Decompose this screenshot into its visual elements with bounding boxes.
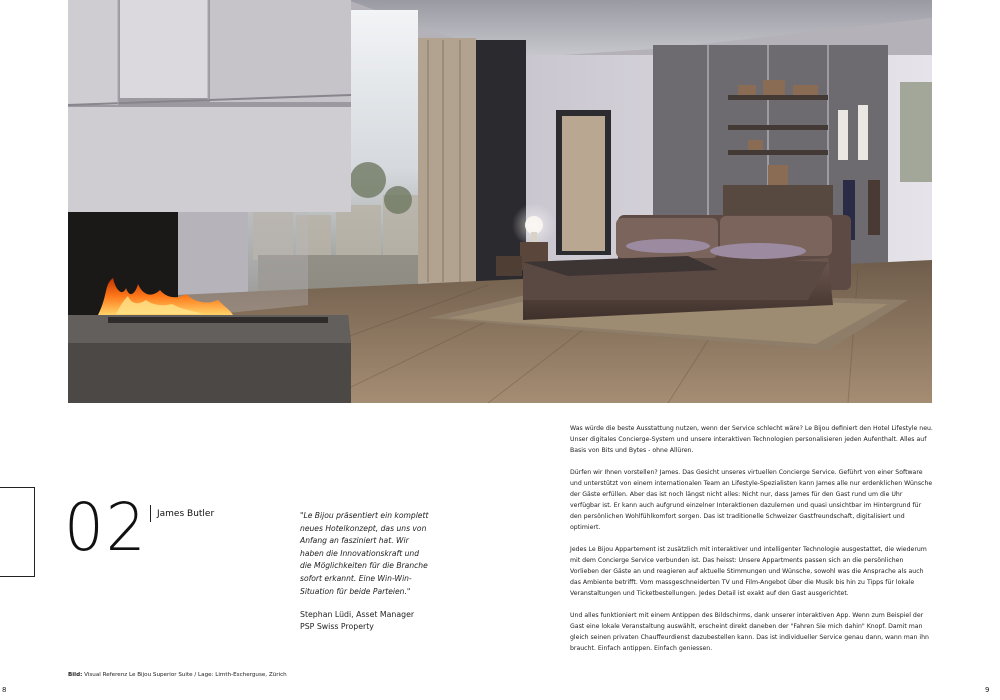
quote-company: PSP Swiss Property bbox=[300, 621, 374, 631]
caption-text: Visual Referenz Le Bijou Superior Suite / Lage: Limth-Escherguse, Zürich bbox=[82, 672, 287, 678]
body-paragraph: Was würde die beste Ausstattung nutzen, wenn der Service schlecht wäre? Le Bijou definiert den Hotel Lifestyle neu. Unser digitales Concierge-System und unsere interaktiven Technologien personalisieren jeden Aufenthalt. Alles auf Basis von Bits und Bytes - ohne Allüren. bbox=[570, 425, 933, 454]
margin-tab bbox=[0, 487, 35, 577]
chapter-number: 02 bbox=[64, 489, 148, 566]
pull-quote: "Le Bijou präsentiert ein komplett neues Hotelkonzept, das uns von Anfang an fasziniert hat. Wir haben die Innovationskraft und die Möglichkeiten für die Branche sofort erkannt. Eine Win-Win-Situation für beide Parteien." bbox=[300, 511, 429, 596]
page-number-left: 8 bbox=[2, 686, 7, 694]
caption-label: Bild: bbox=[68, 672, 83, 678]
body-paragraph: Dürfen wir Ihnen vorstellen? James. Das Gesicht unseres virtuellen Concierge Service. Geführt von einer Software und unterstützt von einem internationalen Team an Lifestyle-Spezialisten kann James alle nur erdenklichen Wünsche der Gäste erfüllen. Aber das ist noch längst nicht alles: Nicht nur, dass James für den Gast rund um die Uhr verfügbar ist. Er kann auch aufgrund einzelner Interaktionen dazulernen und quasi unsichtbar im Hintergrund für den persönlichen Wohlfühlkomfort sorgen. Das ist traditionelle Schweizer Gastfreundschaft, digitalisiert und optimiert. bbox=[570, 469, 933, 531]
image-caption bbox=[68, 672, 287, 678]
chapter-divider bbox=[150, 505, 151, 522]
quote-attribution bbox=[300, 609, 440, 632]
bedroom-illustration bbox=[68, 0, 932, 403]
bedroom-photo bbox=[68, 0, 932, 403]
quote-author: Stephan Lüdi, Asset Manager bbox=[300, 610, 415, 619]
chapter-name: James Butler bbox=[157, 509, 215, 519]
body-text bbox=[570, 423, 934, 665]
body-paragraph: Jedes Le Bijou Appartement ist zusätzlich mit interaktiver und intelligenter Technologie ausgestattet, die wiederum mit dem Concierge Service verbunden ist. Das heisst: Unsere Appartments passen sich an die persönlichen Vorlieben der Gäste an und reagieren auf aktuelle Stimmungen und Wünsche, sowohl was die Ansprache als auch das Ambiente betrifft. Vom massgeschneiderten TV und Film-Angebot über die Musik bis hin zu Tipps für lokale Veranstaltungen und Ticketbestellungen. Jedes Detail ist exakt auf den Gast ausgerichtet. bbox=[570, 546, 927, 597]
page-number-right: 9 bbox=[985, 686, 990, 694]
body-paragraph: Und alles funktioniert mit einem Antippen des Bildschirms, dank unserer interaktiven App. Wenn zum Beispiel der Gast eine lokale Veranstaltung auswählt, erscheint direkt daneben der "Fahren Sie mich dahin" Knopf. Damit man gleich seinen privaten Chauffeurdienst dazubestellen kann. Das ist individueller Service genau dann, wann man ihn braucht. Einfach antippen. Einfach geniessen. bbox=[570, 612, 929, 652]
